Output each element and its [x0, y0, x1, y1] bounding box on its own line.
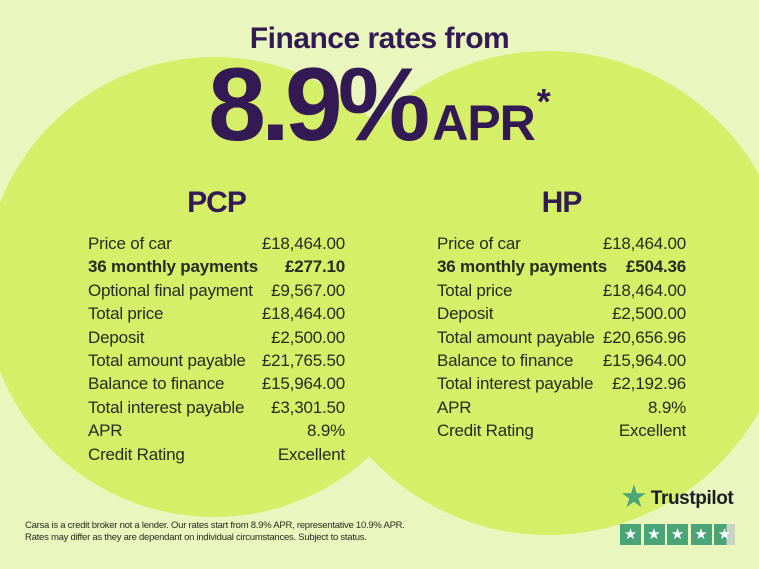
finance-row [437, 232, 686, 255]
finance-row [88, 443, 345, 466]
hp-column [437, 188, 686, 443]
finance-row [437, 326, 686, 349]
rate-value: 8.9% [208, 47, 426, 163]
row-label: 36 monthly payments [437, 257, 608, 277]
finance-row [437, 255, 686, 278]
row-value: £504.36 [625, 257, 686, 277]
row-label: Price of car [437, 234, 521, 253]
row-label: Optional final payment [88, 280, 253, 300]
row-label: Total interest payable [437, 374, 594, 394]
pcp-rows [88, 232, 345, 466]
row-label: Credit Rating [437, 421, 534, 441]
row-value: £277.10 [284, 257, 345, 277]
finance-row [88, 372, 345, 395]
row-value: £18,464.00 [261, 304, 345, 324]
row-label: Total price [88, 304, 164, 324]
row-value: £15,964.00 [261, 374, 345, 394]
trustpilot-rating-stars [620, 524, 738, 545]
finance-row [88, 302, 345, 325]
rating-star-box [667, 524, 688, 545]
row-label: APR [88, 421, 123, 441]
rating-star-box [620, 524, 641, 545]
finance-row [437, 349, 686, 372]
rating-star-box [644, 524, 665, 545]
row-value: £18,464.00 [261, 234, 345, 253]
star-icon: ★ [694, 525, 708, 543]
disclaimer [25, 520, 465, 544]
row-value: Excellent [277, 444, 345, 464]
row-label: Deposit [88, 327, 145, 347]
finance-row [88, 232, 345, 255]
star-icon: ★ [717, 525, 732, 543]
row-value: £20,656.96 [602, 327, 686, 347]
trustpilot-brand-text: Trustpilot [650, 488, 734, 509]
row-label: Price of car [88, 234, 172, 253]
hp-column-title: HP [541, 186, 582, 219]
row-label: Balance to finance [88, 374, 225, 394]
banner-title: Finance rates from [249, 22, 510, 55]
row-value: £3,301.50 [271, 397, 345, 417]
finance-row [88, 419, 345, 442]
trustpilot-star-icon: ★ [620, 478, 648, 515]
row-value: £18,464.00 [602, 234, 686, 253]
row-label: Balance to finance [437, 350, 574, 370]
finance-row [437, 302, 686, 325]
star-icon: ★ [647, 525, 661, 543]
disclaimer-line-1: Carsa is a credit broker not a lender. Our rates start from 8.9% APR, representative 10.9% APR. [25, 520, 405, 531]
finance-row [88, 255, 345, 278]
finance-row [437, 372, 686, 395]
finance-row [88, 326, 345, 349]
rating-star-box [714, 524, 735, 545]
row-value: Excellent [618, 421, 686, 441]
row-label: APR [437, 397, 472, 417]
trustpilot-logo [620, 478, 738, 515]
rate-suffix: APR [432, 95, 535, 151]
row-label: Total price [437, 280, 513, 300]
row-label: 36 monthly payments [88, 257, 259, 277]
row-label: Deposit [437, 304, 494, 324]
row-value: £2,500.00 [612, 304, 686, 324]
row-value: £15,964.00 [602, 350, 686, 370]
finance-row [88, 349, 345, 372]
finance-row [437, 279, 686, 302]
row-value: £2,192.96 [612, 374, 686, 394]
finance-row [437, 396, 686, 419]
row-value: £2,500.00 [271, 327, 345, 347]
row-value: 8.9% [307, 421, 345, 441]
star-icon: ★ [670, 525, 685, 543]
row-label: Credit Rating [88, 444, 185, 464]
headline-rate [0, 47, 759, 163]
finance-row [437, 419, 686, 442]
row-value: £18,464.00 [602, 280, 686, 300]
rate-asterisk: * [536, 81, 551, 122]
row-value: 8.9% [648, 397, 686, 417]
finance-row [88, 396, 345, 419]
rating-star-box [691, 524, 712, 545]
row-label: Total amount payable [88, 350, 246, 370]
row-value: £9,567.00 [271, 280, 345, 300]
finance-row [88, 279, 345, 302]
star-icon: ★ [623, 525, 638, 543]
row-label: Total interest payable [88, 397, 245, 417]
disclaimer-line-2: Rates may differ as they are dependant on individual circumstances. Subject to status. [25, 532, 367, 544]
row-label: Total amount payable [437, 327, 595, 347]
pcp-column-title: PCP [187, 186, 246, 219]
row-value: £21,765.50 [261, 350, 345, 370]
pcp-column [88, 188, 345, 466]
trustpilot-widget [620, 478, 738, 545]
hp-rows [437, 232, 686, 443]
